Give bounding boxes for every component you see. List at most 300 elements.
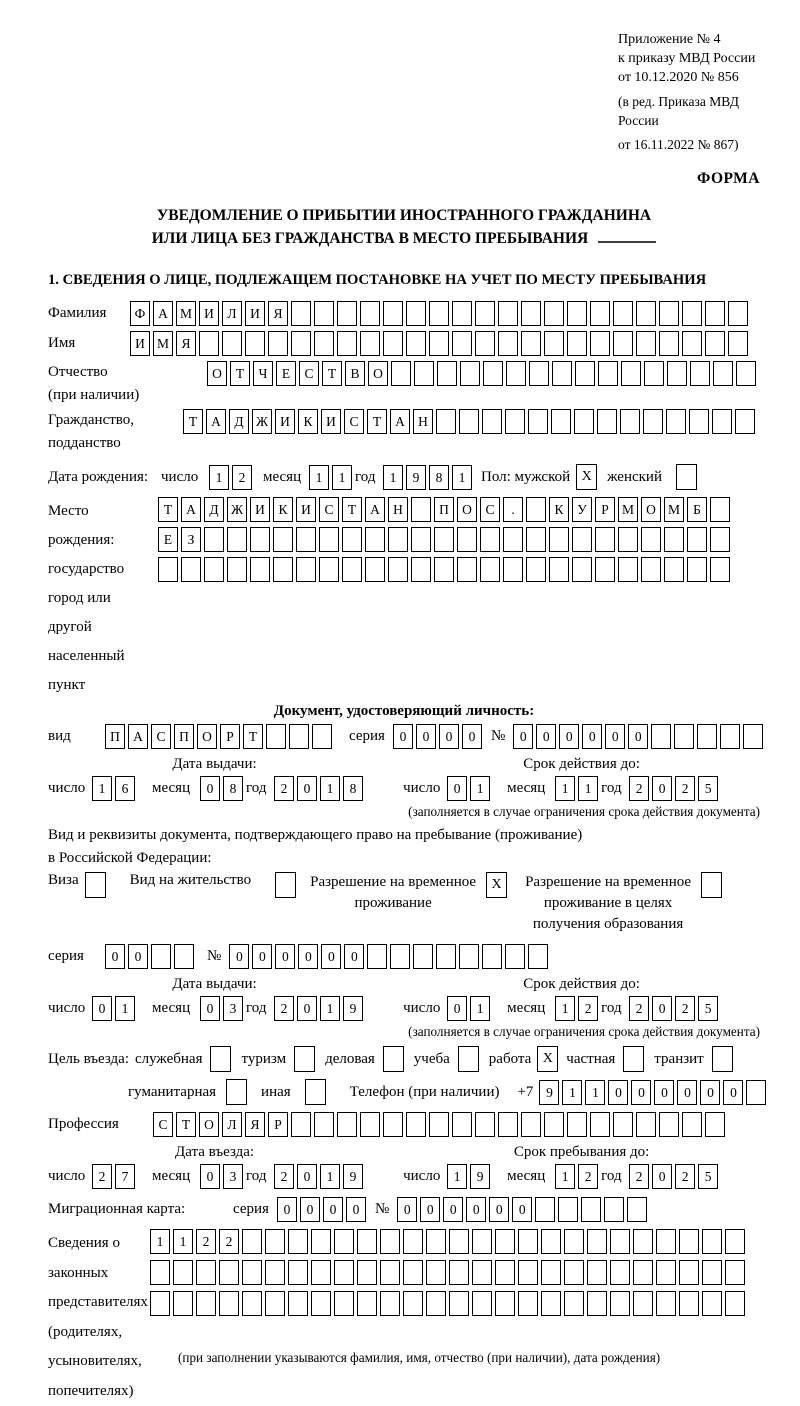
char-box: 0 <box>277 1197 297 1222</box>
patronymic-sublabel: (при наличии) <box>48 387 140 403</box>
char-box <box>426 1291 446 1316</box>
char-box: 9 <box>343 1164 363 1189</box>
char-box <box>736 361 756 386</box>
char-box <box>151 944 171 969</box>
char-box: 0 <box>447 996 467 1021</box>
char-box <box>503 557 523 582</box>
char-box <box>312 724 332 749</box>
doc-expiry-month-boxes[interactable] <box>555 776 601 801</box>
char-box <box>544 331 564 356</box>
char-box: 0 <box>275 944 295 969</box>
surname-row <box>48 301 760 326</box>
char-box <box>360 301 380 326</box>
appendix-line: к приказу МВД России <box>618 51 756 66</box>
char-box <box>627 1197 647 1222</box>
char-box: А <box>153 301 173 326</box>
char-box <box>687 557 707 582</box>
char-box: Т <box>342 497 362 522</box>
purpose-business-trip-checkbox[interactable] <box>210 1046 231 1072</box>
char-box <box>265 1260 285 1285</box>
char-box <box>291 301 311 326</box>
temp-residence-checkbox[interactable]: X <box>486 872 507 898</box>
char-box: 7 <box>115 1164 135 1189</box>
identity-doc-row <box>48 724 760 749</box>
purpose-transit-checkbox[interactable] <box>712 1046 733 1072</box>
entry-year-boxes[interactable] <box>274 1164 366 1189</box>
char-box <box>705 1112 725 1137</box>
residence-series-boxes[interactable] <box>105 944 197 969</box>
char-box <box>689 409 709 434</box>
char-box <box>656 1229 676 1254</box>
char-box <box>587 1260 607 1285</box>
representatives-row-1[interactable] <box>150 1229 748 1254</box>
char-box <box>567 301 587 326</box>
entry-date-block: Дата въезда: число 2 7 месяц 0 3 год 2 0 1 9 <box>48 1144 381 1189</box>
birth-day-boxes[interactable] <box>209 465 255 490</box>
char-box <box>710 527 730 552</box>
char-box <box>613 1112 633 1137</box>
char-box <box>564 1260 584 1285</box>
char-box: О <box>641 497 661 522</box>
char-box <box>334 1260 354 1285</box>
char-box: 2 <box>629 1164 649 1189</box>
char-box <box>334 1229 354 1254</box>
section-1-heading: 1. СВЕДЕНИЯ О ЛИЦЕ, ПОДЛЕЖАЩЕМ ПОСТАНОВКЕ НА УЧЕТ ПО МЕСТУ ПРЕБЫВАНИЯ <box>48 272 707 288</box>
char-box <box>475 301 495 326</box>
char-box <box>666 409 686 434</box>
char-box: 0 <box>200 776 220 801</box>
visa-checkbox[interactable] <box>85 872 106 898</box>
char-box <box>288 1260 308 1285</box>
residence-issue-heading: Дата выдачи: <box>172 976 257 992</box>
char-box: 1 <box>555 1164 575 1189</box>
char-box: 2 <box>274 1164 294 1189</box>
char-box: 0 <box>200 996 220 1021</box>
char-box: А <box>206 409 226 434</box>
char-box: 0 <box>321 944 341 969</box>
char-box <box>572 527 592 552</box>
char-box: 0 <box>582 724 602 749</box>
char-box <box>712 409 732 434</box>
char-box: 1 <box>578 776 598 801</box>
doc-issue-year-boxes[interactable] <box>274 776 366 801</box>
char-box <box>265 1229 285 1254</box>
char-box: 0 <box>608 1080 628 1105</box>
char-box: Я <box>176 331 196 356</box>
char-box <box>610 1260 630 1285</box>
given-name-label: Имя <box>48 335 76 351</box>
stay-until-heading: Срок пребывания до: <box>513 1144 650 1160</box>
char-box: Е <box>276 361 296 386</box>
residence-series-row <box>48 944 760 969</box>
char-box <box>549 527 569 552</box>
given-name-row <box>48 331 760 356</box>
doc-expiry-note: (заполняется в случае ограничения срока действия документа) <box>408 804 760 819</box>
representatives-block <box>48 1229 760 1406</box>
char-box: 1 <box>585 1080 605 1105</box>
char-box <box>449 1229 469 1254</box>
char-box <box>506 361 526 386</box>
char-box <box>705 331 725 356</box>
char-box: 1 <box>309 465 329 490</box>
char-box: Т <box>243 724 263 749</box>
char-box <box>720 724 740 749</box>
stay-until-day-boxes[interactable] <box>447 1164 493 1189</box>
char-box <box>475 331 495 356</box>
char-box <box>521 331 541 356</box>
char-box <box>697 724 717 749</box>
char-box: 2 <box>675 1164 695 1189</box>
char-box: Д <box>229 409 249 434</box>
residence-number-boxes[interactable] <box>229 944 551 969</box>
char-box: О <box>199 1112 219 1137</box>
char-box <box>268 331 288 356</box>
char-box: 9 <box>406 465 426 490</box>
doc-expiry-day-boxes[interactable] <box>447 776 493 801</box>
char-box: С <box>299 361 319 386</box>
char-box: 0 <box>92 996 112 1021</box>
char-box <box>357 1260 377 1285</box>
char-box: 0 <box>298 944 318 969</box>
char-box: 2 <box>274 776 294 801</box>
char-box <box>158 557 178 582</box>
char-box <box>521 301 541 326</box>
residence-permit-checkbox[interactable] <box>275 872 296 898</box>
migration-number-boxes[interactable] <box>397 1197 650 1222</box>
given-name-boxes[interactable] <box>130 331 751 356</box>
char-box <box>664 527 684 552</box>
appendix-line: от 10.12.2020 № 856 <box>618 70 739 85</box>
char-box <box>452 1112 472 1137</box>
sex-male-checkbox[interactable]: X <box>576 464 597 490</box>
char-box: 0 <box>323 1197 343 1222</box>
char-box <box>728 331 748 356</box>
purpose-tourism-checkbox[interactable] <box>294 1046 315 1072</box>
char-box <box>590 301 610 326</box>
char-box <box>498 1112 518 1137</box>
char-box: 1 <box>452 465 472 490</box>
char-box: 1 <box>92 776 112 801</box>
representatives-row-3[interactable] <box>150 1291 748 1316</box>
char-box <box>390 944 410 969</box>
char-box: 0 <box>105 944 125 969</box>
char-box <box>388 527 408 552</box>
residence-expiry-year-boxes[interactable] <box>629 996 721 1021</box>
char-box <box>472 1229 492 1254</box>
char-box <box>656 1291 676 1316</box>
char-box: 1 <box>555 996 575 1021</box>
birth-year-label: год <box>355 468 376 485</box>
surname-label: Фамилия <box>48 305 107 321</box>
char-box <box>227 557 247 582</box>
char-box: 8 <box>223 776 243 801</box>
char-box <box>222 331 242 356</box>
char-box: И <box>245 301 265 326</box>
char-box <box>505 944 525 969</box>
char-box: 0 <box>344 944 364 969</box>
char-box <box>342 527 362 552</box>
sex-female-checkbox[interactable] <box>676 464 697 490</box>
char-box: 1 <box>383 465 403 490</box>
char-box: 2 <box>578 996 598 1021</box>
char-box <box>687 527 707 552</box>
char-box <box>659 301 679 326</box>
char-box: 2 <box>578 1164 598 1189</box>
char-box: Ж <box>252 409 272 434</box>
char-box <box>518 1229 538 1254</box>
purpose-study-checkbox[interactable] <box>458 1046 479 1072</box>
char-box <box>558 1197 578 1222</box>
char-box: 0 <box>420 1197 440 1222</box>
char-box <box>710 497 730 522</box>
purpose-private-checkbox[interactable] <box>623 1046 644 1072</box>
char-box <box>289 724 309 749</box>
char-box: 0 <box>631 1080 651 1105</box>
page-title-line2: ИЛИ ЛИЦА БЕЗ ГРАЖДАНСТВА В МЕСТО ПРЕБЫВАНИЯ <box>48 227 760 250</box>
residence-expiry-date-block: Срок действия до: число 0 1 месяц 1 2 год 2 0 2 5 <box>403 976 760 1021</box>
residence-expiry-day-boxes[interactable] <box>447 996 493 1021</box>
char-box <box>659 331 679 356</box>
residence-expiry-note: (заполняется в случае ограничения срока действия документа) <box>408 1024 760 1039</box>
page-title <box>48 204 760 250</box>
char-box <box>388 557 408 582</box>
char-box: 3 <box>223 1164 243 1189</box>
migration-card-label: Миграционная карта: <box>48 1201 186 1217</box>
char-box <box>291 1112 311 1137</box>
residence-issue-date-block: Дата выдачи: число 0 1 месяц 0 3 год 2 0 1 9 <box>48 976 381 1021</box>
char-box <box>495 1229 515 1254</box>
char-box <box>250 557 270 582</box>
representatives-note: (при заполнении указываются фамилия, имя, отчество (при наличии), дата рождения) <box>178 1350 661 1365</box>
char-box: 2 <box>629 776 649 801</box>
char-box: 0 <box>466 1197 486 1222</box>
char-box <box>181 557 201 582</box>
purpose-row-2: гуманитарная иная Телефон (при наличии) +7 9 1 1 0 0 0 0 0 0 <box>128 1079 760 1105</box>
char-box <box>618 527 638 552</box>
char-box <box>242 1229 262 1254</box>
char-box <box>526 527 546 552</box>
birth-day-label: число <box>161 468 199 485</box>
char-box <box>319 557 339 582</box>
char-box <box>613 301 633 326</box>
char-box <box>480 527 500 552</box>
char-box <box>174 944 194 969</box>
char-box <box>702 1229 722 1254</box>
char-box: Л <box>222 1112 242 1137</box>
char-box <box>449 1260 469 1285</box>
doc-issue-month-boxes[interactable] <box>200 776 246 801</box>
char-box <box>250 527 270 552</box>
char-box: А <box>365 497 385 522</box>
char-box: 5 <box>698 1164 718 1189</box>
citizenship-row <box>48 409 760 455</box>
birth-date-label: Дата рождения: <box>48 468 149 485</box>
birth-year-boxes[interactable] <box>383 465 475 490</box>
char-box <box>521 1112 541 1137</box>
char-box <box>541 1229 561 1254</box>
patronymic-boxes[interactable] <box>207 361 759 386</box>
char-box <box>725 1260 745 1285</box>
doc-kind-boxes[interactable] <box>105 724 335 749</box>
char-box <box>296 557 316 582</box>
char-box <box>457 557 477 582</box>
char-box <box>636 1112 656 1137</box>
doc-expiry-year-boxes[interactable] <box>629 776 721 801</box>
char-box <box>337 301 357 326</box>
char-box: Е <box>158 527 178 552</box>
residence-expiry-month-boxes[interactable] <box>555 996 601 1021</box>
char-box: 2 <box>675 996 695 1021</box>
residence-intro-1: Вид и реквизиты документа, подтверждающего право на пребывание (проживание) <box>48 827 583 843</box>
doc-issue-date-block: Дата выдачи: число 1 6 месяц 0 8 год 2 0 1 8 <box>48 756 381 801</box>
temp-residence-edu-checkbox[interactable] <box>701 872 722 898</box>
char-box: 1 <box>447 1164 467 1189</box>
char-box <box>641 527 661 552</box>
char-box <box>518 1260 538 1285</box>
residence-issue-day-boxes[interactable] <box>92 996 138 1021</box>
profession-row <box>48 1112 760 1137</box>
char-box <box>367 944 387 969</box>
doc-kind-label: вид <box>48 728 71 744</box>
char-box <box>288 1291 308 1316</box>
char-box <box>411 497 431 522</box>
char-box: 1 <box>320 1164 340 1189</box>
char-box <box>549 557 569 582</box>
char-box: 2 <box>629 996 649 1021</box>
char-box: 0 <box>723 1080 743 1105</box>
residence-issue-year-boxes[interactable] <box>274 996 366 1021</box>
char-box <box>567 331 587 356</box>
char-box: 1 <box>320 776 340 801</box>
char-box <box>265 1291 285 1316</box>
char-box: 5 <box>698 996 718 1021</box>
char-box <box>610 1291 630 1316</box>
patronymic-label: Отчество (при наличии) <box>48 364 140 403</box>
char-box <box>173 1291 193 1316</box>
char-box <box>541 1291 561 1316</box>
doc-dates <box>48 756 760 801</box>
char-box: О <box>207 361 227 386</box>
char-box: А <box>390 409 410 434</box>
char-box <box>291 331 311 356</box>
char-box: 0 <box>416 724 436 749</box>
char-box: Б <box>687 497 707 522</box>
char-box <box>541 1260 561 1285</box>
char-box <box>411 527 431 552</box>
entry-month-boxes[interactable] <box>200 1164 246 1189</box>
purpose-business-checkbox[interactable] <box>383 1046 404 1072</box>
doc-number-boxes[interactable] <box>513 724 766 749</box>
char-box <box>436 409 456 434</box>
char-box <box>610 1229 630 1254</box>
char-box: М <box>153 331 173 356</box>
char-box <box>311 1291 331 1316</box>
sex-female-label: женский <box>607 468 662 485</box>
char-box: А <box>181 497 201 522</box>
title-underline <box>598 229 656 243</box>
char-box <box>643 409 663 434</box>
char-box <box>360 331 380 356</box>
char-box <box>459 944 479 969</box>
char-box <box>518 1291 538 1316</box>
char-box: Ж <box>227 497 247 522</box>
revision-line: (в ред. Приказа МВД России <box>618 94 739 128</box>
purpose-other-checkbox[interactable] <box>305 1079 326 1105</box>
char-box <box>575 361 595 386</box>
char-box: 0 <box>252 944 272 969</box>
birth-month-boxes[interactable] <box>309 465 355 490</box>
migration-series-boxes[interactable] <box>277 1197 369 1222</box>
purpose-work-checkbox[interactable]: X <box>537 1046 558 1072</box>
char-box: 0 <box>200 1164 220 1189</box>
char-box <box>472 1260 492 1285</box>
char-box <box>544 301 564 326</box>
birth-place-row-1[interactable] <box>158 497 733 522</box>
entry-day-boxes[interactable] <box>92 1164 138 1189</box>
doc-series-boxes[interactable] <box>393 724 485 749</box>
form-label: ФОРМА <box>696 170 760 187</box>
char-box <box>551 409 571 434</box>
char-box <box>587 1291 607 1316</box>
char-box <box>480 557 500 582</box>
residence-dates <box>48 976 760 1021</box>
char-box: 2 <box>675 776 695 801</box>
char-box <box>679 1260 699 1285</box>
char-box <box>411 557 431 582</box>
purpose-humanitarian-checkbox[interactable] <box>226 1079 247 1105</box>
residence-issue-month-boxes[interactable] <box>200 996 246 1021</box>
birth-place-row-3[interactable] <box>158 557 733 582</box>
char-box: Н <box>413 409 433 434</box>
char-box <box>482 409 502 434</box>
char-box: 0 <box>652 996 672 1021</box>
profession-boxes[interactable] <box>153 1112 728 1137</box>
residence-options-row <box>48 872 760 935</box>
char-box <box>743 724 763 749</box>
char-box <box>595 557 615 582</box>
char-box <box>403 1260 423 1285</box>
birth-place-row-2[interactable] <box>158 527 733 552</box>
char-box <box>735 409 755 434</box>
char-box: К <box>273 497 293 522</box>
char-box: Т <box>183 409 203 434</box>
citizenship-boxes[interactable] <box>183 409 758 434</box>
stay-until-year-boxes[interactable] <box>629 1164 721 1189</box>
char-box: Р <box>220 724 240 749</box>
entry-dates <box>48 1144 760 1189</box>
char-box: 0 <box>397 1197 417 1222</box>
citizenship-sublabel: подданство <box>48 435 121 451</box>
surname-boxes[interactable] <box>130 301 751 326</box>
char-box: С <box>480 497 500 522</box>
phone-boxes[interactable] <box>539 1080 769 1105</box>
char-box <box>682 331 702 356</box>
char-box <box>587 1229 607 1254</box>
char-box <box>204 557 224 582</box>
char-box <box>457 527 477 552</box>
doc-issue-day-boxes[interactable] <box>92 776 138 801</box>
representatives-row-2[interactable] <box>150 1260 748 1285</box>
char-box <box>656 1260 676 1285</box>
visa-label: Виза <box>48 872 79 888</box>
char-box <box>682 1112 702 1137</box>
char-box: Т <box>230 361 250 386</box>
stay-until-month-boxes[interactable] <box>555 1164 601 1189</box>
char-box <box>365 527 385 552</box>
char-box: 0 <box>393 724 413 749</box>
char-box <box>429 1112 449 1137</box>
char-box <box>314 331 334 356</box>
